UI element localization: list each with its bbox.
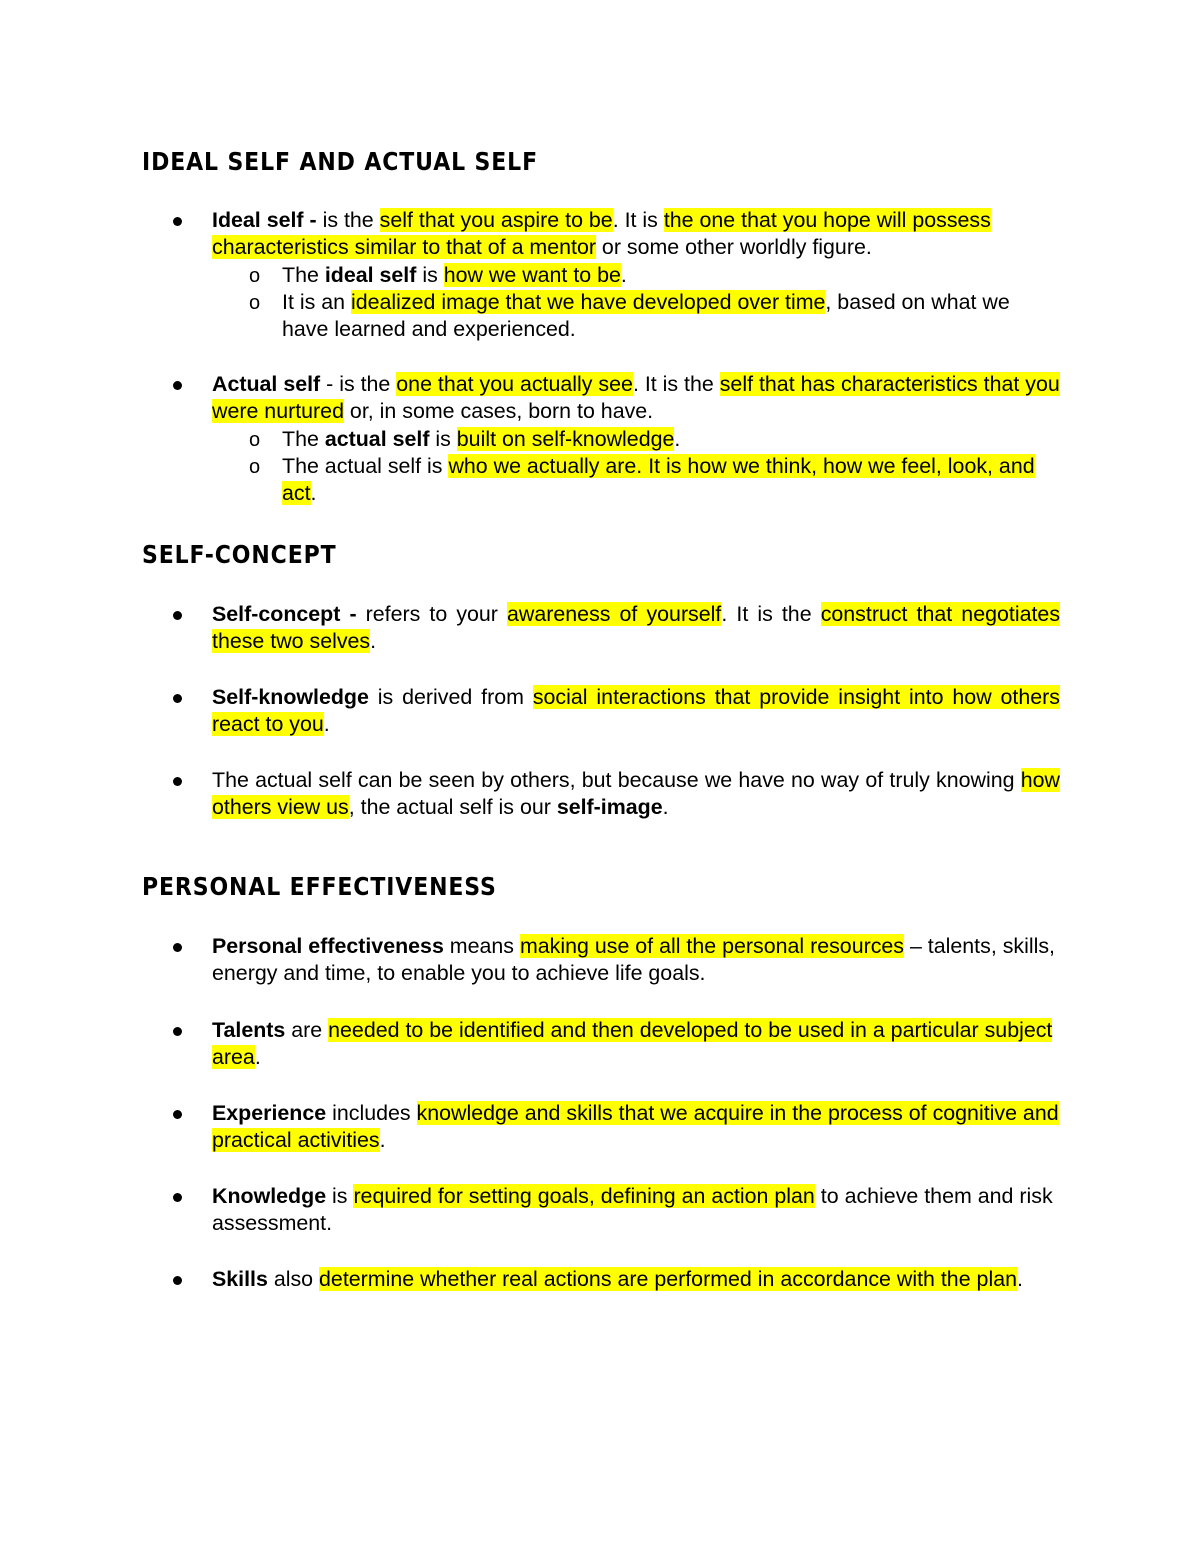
bullet-item-self-knowledge: Self-knowledge is derived from social interactions that provide insight into how others react to you.	[212, 684, 1060, 739]
section-heading-personal-effectiveness: PERSONAL EFFECTIVENESS	[142, 872, 497, 901]
bullet-dot	[173, 1110, 182, 1119]
bullet-item-self-image: The actual self can be seen by others, but because we have no way of truly knowing how others view us, the actual self is our self-image.	[212, 767, 1060, 822]
bullet-dot	[173, 1193, 182, 1202]
bullet-dot	[173, 217, 182, 226]
circle-bullet: o	[249, 292, 261, 314]
circle-bullet: o	[249, 456, 261, 478]
bullet-item-knowledge: Knowledge is required for setting goals, defining an action plan to achieve them and risk assessment.	[212, 1183, 1060, 1238]
bullet-dot	[173, 943, 182, 952]
bullet-item-actual-self: Actual self - is the one that you actually see. It is the self that has characteristics that you were nurtured or, in some cases, born to have.	[212, 371, 1060, 426]
section-heading-self-concept: SELF-CONCEPT	[142, 540, 337, 569]
section-heading-ideal-actual-self: IDEAL SELF AND ACTUAL SELF	[142, 147, 538, 176]
circle-bullet: o	[249, 429, 261, 451]
bullet-dot	[173, 1276, 182, 1285]
sub-item-actual-self-knowledge: o The actual self is built on self-knowledge.	[282, 426, 1060, 453]
sub-item-ideal-self-definition: o The ideal self is how we want to be.	[282, 262, 1060, 289]
bullet-item-self-concept: Self-concept - refers to your awareness of yourself. It is the construct that negotiates these two selves.	[212, 601, 1060, 656]
bullet-dot	[173, 694, 182, 703]
bullet-item-skills: Skills also determine whether real actions are performed in accordance with the plan.	[212, 1266, 1060, 1293]
sub-item-idealized-image: o It is an idealized image that we have developed over time, based on what we have learned and experienced.	[249, 290, 1010, 342]
bullet-dot	[173, 611, 182, 620]
sub-item-who-we-are: o The actual self is who we actually are. It is how we think, how we feel, look, and act.	[249, 454, 1035, 506]
bullet-dot	[173, 1027, 182, 1036]
bullet-dot	[173, 381, 182, 390]
bullet-item-personal-effectiveness: Personal effectiveness means making use of all the personal resources – talents, skills, energy and time, to enable you to achieve life goals.	[212, 933, 1060, 988]
bullet-item-experience: Experience includes knowledge and skills that we acquire in the process of cognitive and practical activities.	[212, 1100, 1060, 1155]
circle-bullet: o	[249, 265, 261, 287]
bullet-item-talents: Talents are needed to be identified and then developed to be used in a particular subject area.	[212, 1017, 1060, 1072]
bullet-item-ideal-self: Ideal self - is the self that you aspire to be. It is the one that you hope will possess characteristics similar to that of a mentor or some other worldly figure.	[212, 207, 1060, 262]
bullet-dot	[173, 777, 182, 786]
